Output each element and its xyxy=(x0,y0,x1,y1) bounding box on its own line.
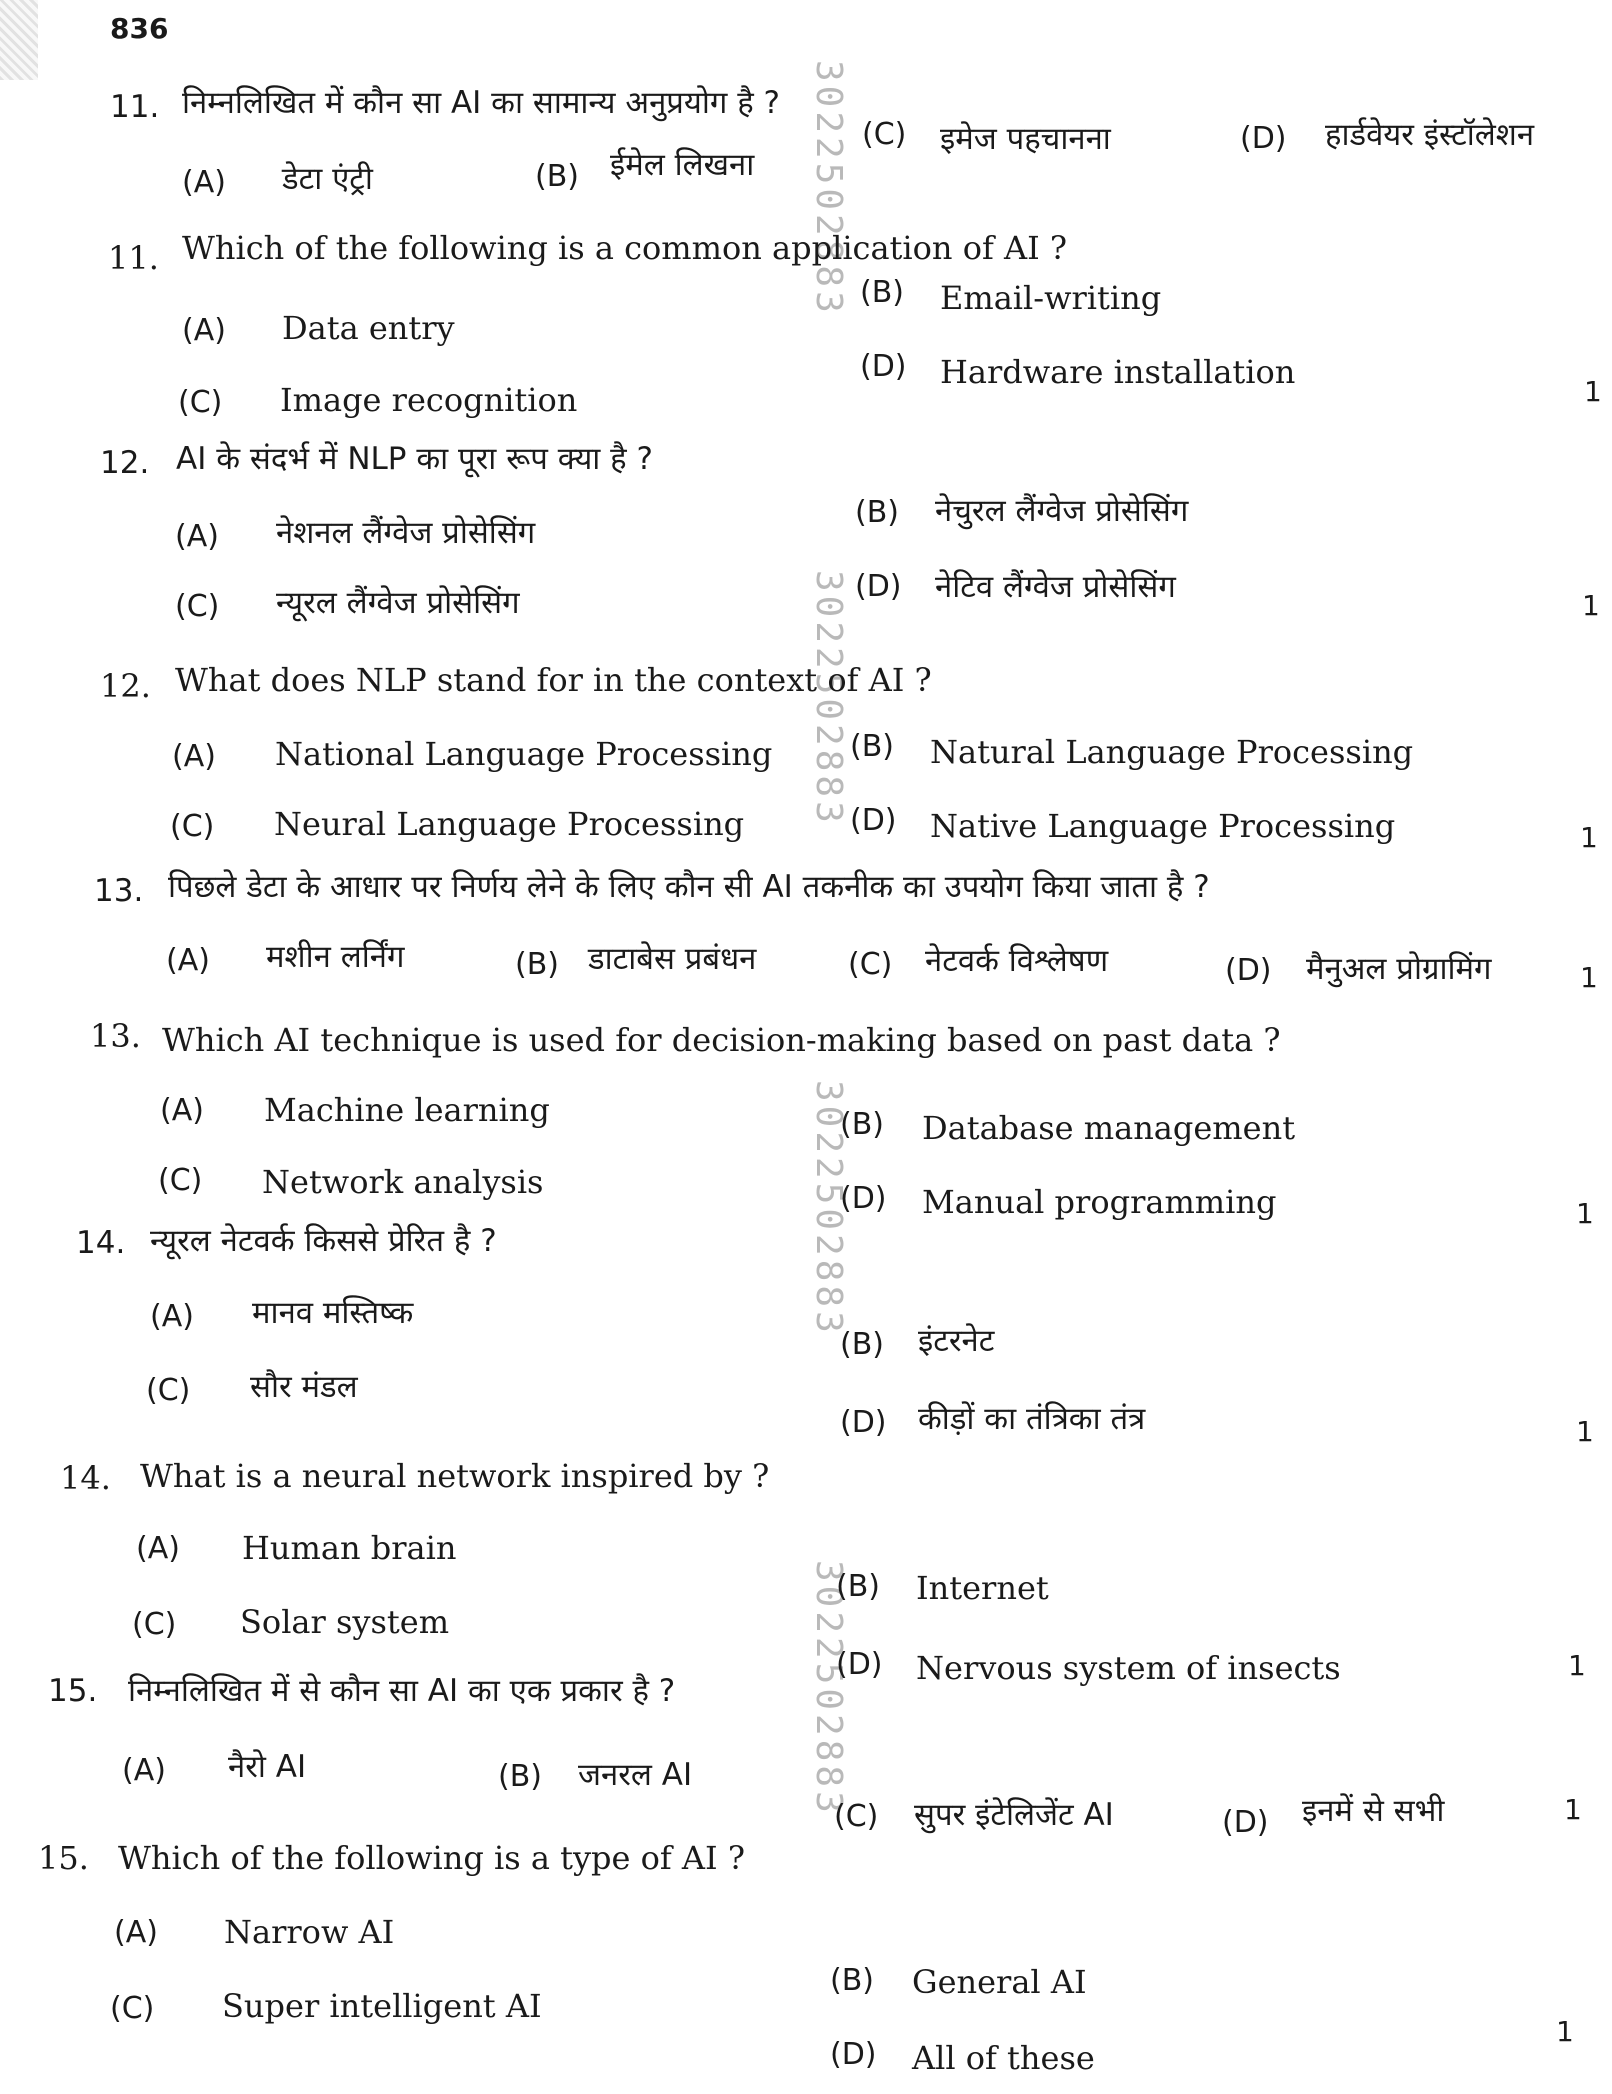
option-b-text: इंटरनेट xyxy=(918,1323,995,1359)
watermark-stamp-middle: 3022502883 xyxy=(808,570,849,827)
option-c-text: Neural Language Processing xyxy=(274,805,745,843)
option-d-text: All of these xyxy=(912,2039,1095,2077)
marks: 1 xyxy=(1576,1415,1594,1448)
scan-edge-artifact xyxy=(0,0,38,80)
option-d-label: (D) xyxy=(840,1405,887,1440)
option-d-text: Manual programming xyxy=(922,1183,1277,1221)
watermark-stamp-bottom: 3022502883 xyxy=(808,1560,849,1817)
question-text: न्यूरल नेटवर्क किससे प्रेरित है ? xyxy=(150,1223,497,1259)
question-number: 12. xyxy=(100,445,150,481)
marks: 1 xyxy=(1576,1197,1594,1230)
question-number: 11. xyxy=(110,89,160,125)
option-d-label: (D) xyxy=(1240,121,1287,156)
question-text: What is a neural network inspired by ? xyxy=(140,1457,770,1495)
marks: 1 xyxy=(1584,375,1602,408)
option-a-label: (A) xyxy=(150,1299,194,1334)
option-b-text: ईमेल लिखना xyxy=(610,147,755,183)
option-c-label: (C) xyxy=(158,1163,203,1198)
option-a-label: (A) xyxy=(182,313,226,348)
option-a-label: (A) xyxy=(172,739,216,774)
question-number: 11. xyxy=(108,239,159,277)
question-text: Which AI technique is used for decision-making based on past data ? xyxy=(162,1021,1281,1059)
option-d-label: (D) xyxy=(840,1181,887,1216)
option-c-label: (C) xyxy=(848,947,893,982)
option-b-label: (B) xyxy=(855,495,899,530)
option-a-label: (A) xyxy=(136,1531,180,1566)
option-c-text: Image recognition xyxy=(280,381,578,419)
watermark-stamp-top: 3022502883 xyxy=(808,60,849,317)
marks: 1 xyxy=(1568,1649,1586,1682)
option-a-text: Narrow AI xyxy=(224,1913,395,1951)
option-a-label: (A) xyxy=(114,1915,158,1950)
question-number: 15. xyxy=(48,1673,98,1709)
option-b-label: (B) xyxy=(840,1327,884,1362)
question-number: 15. xyxy=(38,1839,89,1877)
option-d-text: हार्डवेयर इंस्टॉलेशन xyxy=(1325,117,1535,153)
option-a-label: (A) xyxy=(182,165,226,200)
option-b-text: Natural Language Processing xyxy=(930,733,1414,771)
option-a-label: (A) xyxy=(166,943,210,978)
option-a-text: Data entry xyxy=(282,309,455,347)
option-c-text: नेटवर्क विश्लेषण xyxy=(925,943,1109,979)
option-c-text: इमेज पहचानना xyxy=(940,121,1111,157)
question-number: 12. xyxy=(100,667,151,705)
option-a-text: डेटा एंट्री xyxy=(282,161,373,197)
option-a-label: (A) xyxy=(160,1093,204,1128)
marks: 1 xyxy=(1582,589,1600,622)
option-a-text: मानव मस्तिष्क xyxy=(252,1295,414,1331)
question-text: Which of the following is a type of AI ? xyxy=(118,1839,745,1877)
option-d-label: (D) xyxy=(1222,1805,1269,1840)
option-b-text: नेचुरल लैंग्वेज प्रोसेसिंग xyxy=(935,493,1189,529)
option-d-text: Native Language Processing xyxy=(930,807,1396,845)
option-d-label: (D) xyxy=(860,349,907,384)
option-b-label: (B) xyxy=(850,729,894,764)
option-b-label: (B) xyxy=(535,159,579,194)
option-b-text: जनरल AI xyxy=(578,1757,693,1793)
watermark-stamp-lower: 3022502883 xyxy=(808,1080,849,1337)
question-text: पिछले डेटा के आधार पर निर्णय लेने के लिए कौन सी AI तकनीक का उपयोग किया जाता है ? xyxy=(168,869,1210,905)
option-a-text: National Language Processing xyxy=(275,735,773,773)
option-c-text: Solar system xyxy=(240,1603,450,1641)
question-text: निम्नलिखित में कौन सा AI का सामान्य अनुप्रयोग है ? xyxy=(182,85,781,121)
marks: 1 xyxy=(1580,961,1598,994)
option-b-label: (B) xyxy=(515,947,559,982)
option-c-label: (C) xyxy=(146,1373,191,1408)
page-number: 836 xyxy=(110,12,169,45)
option-c-text: Super intelligent AI xyxy=(222,1987,542,2025)
option-b-label: (B) xyxy=(836,1569,880,1604)
option-b-text: General AI xyxy=(912,1963,1087,2001)
option-d-text: इनमें से सभी xyxy=(1302,1793,1445,1829)
question-text: AI के संदर्भ में NLP का पूरा रूप क्या है ? xyxy=(176,441,653,477)
option-c-label: (C) xyxy=(862,117,907,152)
option-d-label: (D) xyxy=(1225,953,1272,988)
option-d-label: (D) xyxy=(836,1647,883,1682)
option-b-label: (B) xyxy=(830,1963,874,1998)
option-b-text: Email-writing xyxy=(940,279,1162,317)
option-c-text: सुपर इंटेलिजेंट AI xyxy=(914,1797,1114,1833)
question-text: निम्नलिखित में से कौन सा AI का एक प्रकार है ? xyxy=(128,1673,676,1709)
option-a-text: Machine learning xyxy=(264,1091,550,1129)
option-c-label: (C) xyxy=(175,589,220,624)
option-b-label: (B) xyxy=(498,1759,542,1794)
option-d-text: Nervous system of insects xyxy=(916,1649,1341,1687)
option-d-label: (D) xyxy=(855,569,902,604)
marks: 1 xyxy=(1564,1793,1582,1826)
option-d-label: (D) xyxy=(830,2037,877,2072)
option-c-label: (C) xyxy=(834,1799,879,1834)
option-a-text: नैरो AI xyxy=(228,1749,307,1785)
option-b-label: (B) xyxy=(840,1107,884,1142)
option-c-label: (C) xyxy=(132,1607,177,1642)
question-number: 14. xyxy=(76,1225,126,1261)
option-b-text: Database management xyxy=(922,1109,1296,1147)
option-b-text: Internet xyxy=(916,1569,1049,1607)
option-d-text: नेटिव लैंग्वेज प्रोसेसिंग xyxy=(935,569,1176,605)
question-text: Which of the following is a common application of AI ? xyxy=(182,229,1068,267)
option-a-text: नेशनल लैंग्वेज प्रोसेसिंग xyxy=(276,515,536,551)
question-text: What does NLP stand for in the context of AI ? xyxy=(175,661,932,699)
option-c-label: (C) xyxy=(170,809,215,844)
option-d-text: कीड़ों का तंत्रिका तंत्र xyxy=(918,1401,1146,1437)
option-d-text: Hardware installation xyxy=(940,353,1296,391)
option-b-text: डाटाबेस प्रबंधन xyxy=(588,941,757,977)
option-c-text: Network analysis xyxy=(262,1163,544,1201)
option-c-label: (C) xyxy=(178,385,223,420)
question-number: 13. xyxy=(94,873,144,909)
marks: 1 xyxy=(1580,821,1598,854)
option-b-label: (B) xyxy=(860,275,904,310)
option-c-label: (C) xyxy=(110,1991,155,2026)
option-a-label: (A) xyxy=(175,519,219,554)
marks: 1 xyxy=(1556,2015,1574,2048)
option-a-text: Human brain xyxy=(242,1529,457,1567)
option-a-text: मशीन लर्निंग xyxy=(266,939,405,975)
option-c-text: सौर मंडल xyxy=(250,1369,358,1405)
option-c-text: न्यूरल लैंग्वेज प्रोसेसिंग xyxy=(276,585,520,621)
question-number: 14. xyxy=(60,1459,111,1497)
option-d-text: मैनुअल प्रोग्रामिंग xyxy=(1306,951,1492,987)
option-a-label: (A) xyxy=(122,1753,166,1788)
question-number: 13. xyxy=(90,1017,141,1055)
option-d-label: (D) xyxy=(850,803,897,838)
